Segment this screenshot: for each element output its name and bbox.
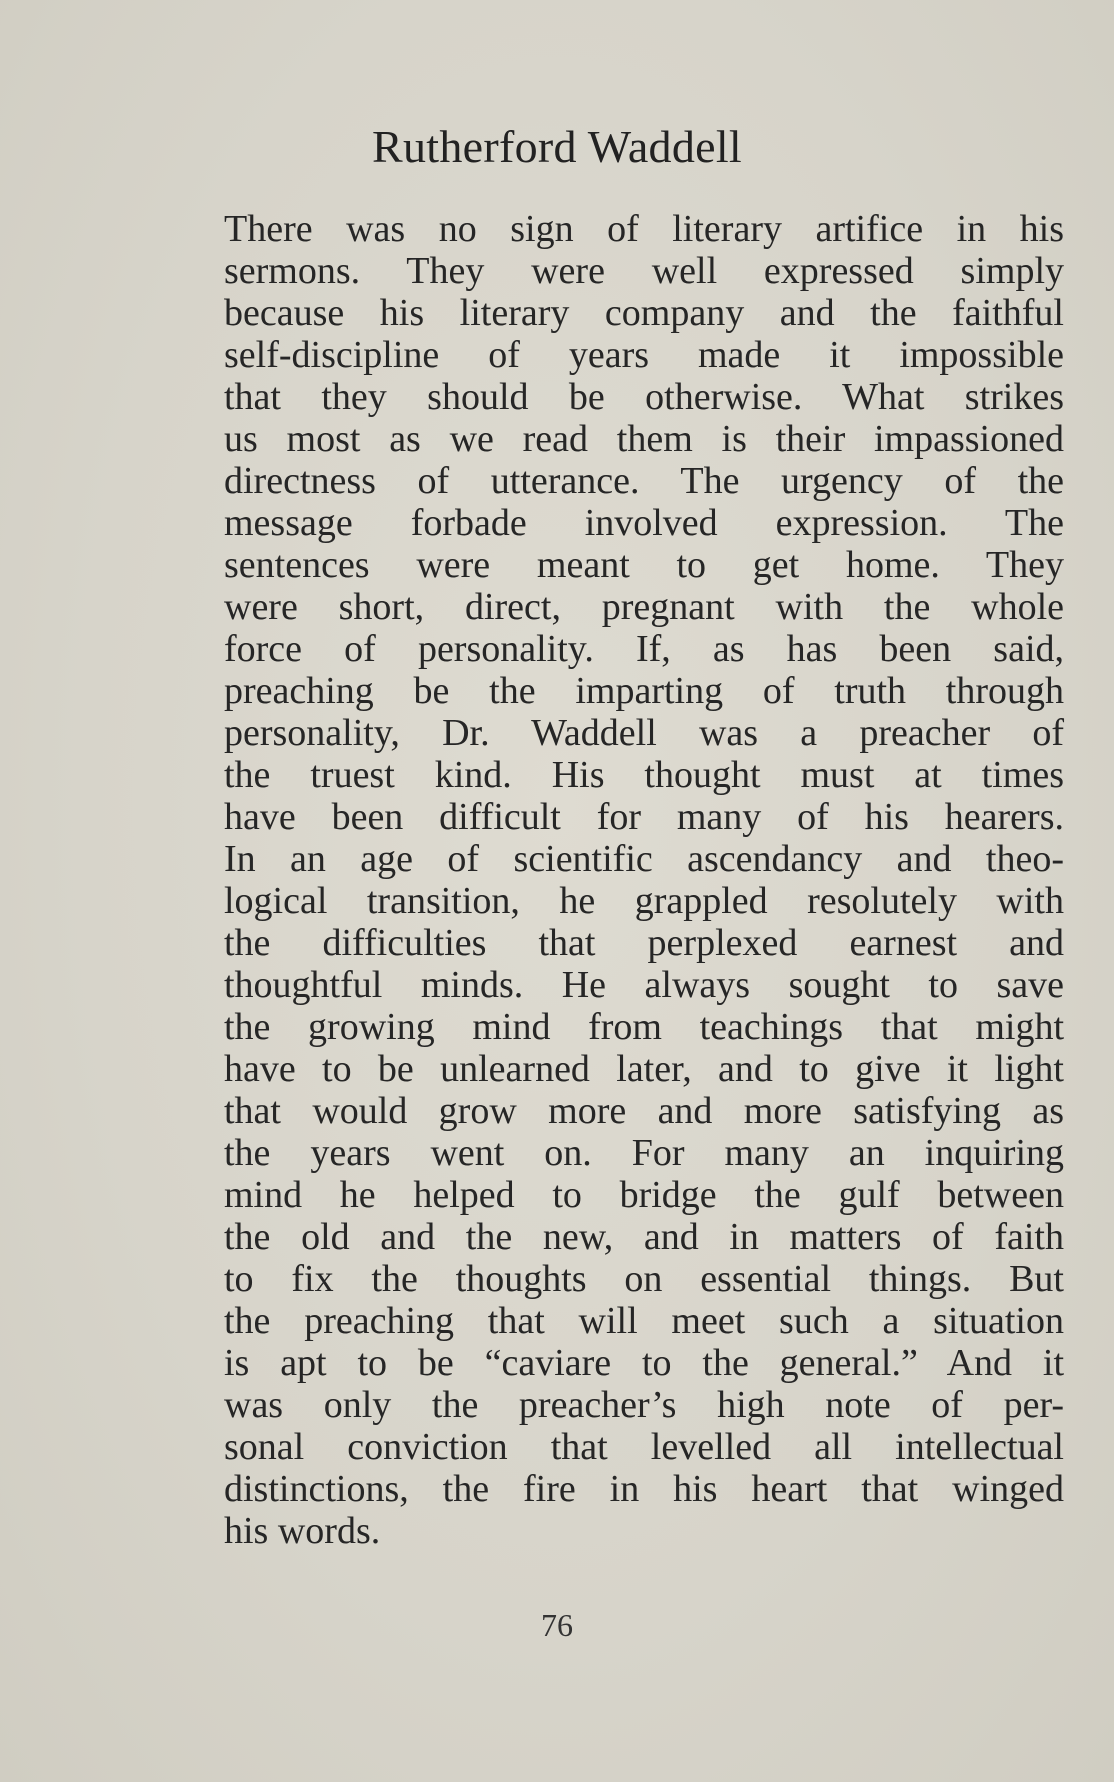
- page-number: 76: [541, 1607, 573, 1643]
- text-line: the old and the new, and in matters of faith: [224, 1216, 1064, 1258]
- text-line: the difficulties that perplexed earnest and: [224, 922, 1064, 964]
- text-line: preaching be the imparting of truth through: [224, 670, 1064, 712]
- body-text: [224, 208, 1064, 1552]
- text-line: message forbade involved expression. The: [224, 502, 1064, 544]
- text-line: the years went on. For many an inquiring: [224, 1132, 1064, 1174]
- text-line: sermons. They were well expressed simply: [224, 250, 1064, 292]
- running-head: Rutherford Waddell: [371, 121, 743, 172]
- text-line: were short, direct, pregnant with the whole: [224, 586, 1064, 628]
- text-line: force of personality. If, as has been said,: [224, 628, 1064, 670]
- text-line: because his literary company and the faithful: [224, 292, 1064, 334]
- text-line: personality, Dr. Waddell was a preacher of: [224, 712, 1064, 754]
- text-line: thoughtful minds. He always sought to save: [224, 964, 1064, 1006]
- text-line: the preaching that will meet such a situation: [224, 1300, 1064, 1342]
- text-line: that they should be otherwise. What strikes: [224, 376, 1064, 418]
- text-line: self-discipline of years made it impossible: [224, 334, 1064, 376]
- text-line: have to be unlearned later, and to give it light: [224, 1048, 1064, 1090]
- text-line: In an age of scientific ascendancy and theo-: [224, 838, 1064, 880]
- text-line: his words.: [224, 1510, 381, 1552]
- text-line: that would grow more and more satisfying as: [224, 1090, 1064, 1132]
- text-line: is apt to be “caviare to the general.” And it: [224, 1342, 1064, 1384]
- text-line: us most as we read them is their impassioned: [224, 418, 1064, 460]
- text-line: There was no sign of literary artifice in his: [224, 208, 1064, 250]
- text-line: the growing mind from teachings that might: [224, 1006, 1064, 1048]
- text-line: sentences were meant to get home. They: [224, 544, 1064, 586]
- text-line: mind he helped to bridge the gulf between: [224, 1174, 1064, 1216]
- text-line: the truest kind. His thought must at times: [224, 754, 1064, 796]
- text-line: was only the preacher’s high note of per-: [224, 1384, 1064, 1426]
- text-line: directness of utterance. The urgency of the: [224, 460, 1064, 502]
- text-line: sonal conviction that levelled all intellectual: [224, 1426, 1064, 1468]
- text-line: to fix the thoughts on essential things. But: [224, 1258, 1064, 1300]
- text-line: distinctions, the fire in his heart that winged: [224, 1468, 1064, 1510]
- text-line: have been difficult for many of his hearers.: [224, 796, 1064, 838]
- text-line: logical transition, he grappled resolutely with: [224, 880, 1064, 922]
